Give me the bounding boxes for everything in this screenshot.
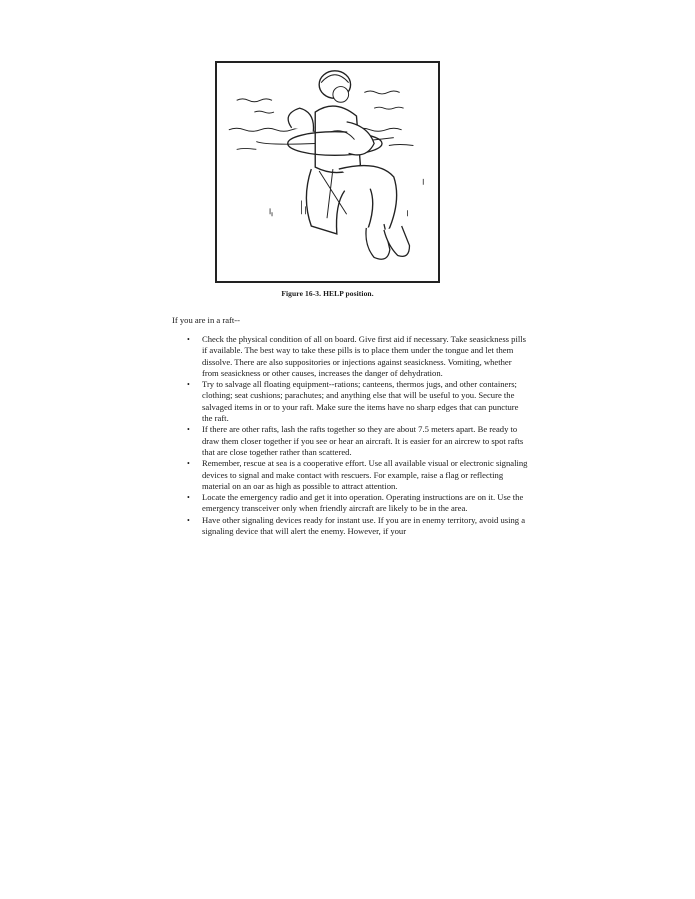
figure-illustration <box>215 61 440 283</box>
figure-caption: Figure 16-3. HELP position. <box>281 289 374 298</box>
list-item: • Have other signaling devices ready for instant use. If you are in enemy territory, avoid using a signaling device that will alert the enemy. However, if your <box>185 515 530 538</box>
list-item: • If there are other rafts, lash the rafts together so they are about 7.5 meters apart. Be ready to draw them closer together if you see or hear an aircraft. It is easier for an aircrew to spot rafts that are close together rather than scattered. <box>185 424 530 458</box>
intro-text: If you are in a raft-- <box>172 315 240 325</box>
list-item: • Locate the emergency radio and get it into operation. Operating instructions are on it. Use the emergency transceiver only when friendly aircraft are likely to be in the area. <box>185 492 530 515</box>
list-item: • Remember, rescue at sea is a cooperative effort. Use all available visual or electronic signaling devices to signal and make contact with rescuers. For example, raise a flag or reflecting material on an oar as high as possible to attract attention. <box>185 458 530 492</box>
list-item: • Try to salvage all floating equipment--rations; canteens, thermos jugs, and other containers; clothing; seat cushions; parachutes; and anything else that will be useful to you. Secure the salvaged items in or to your raft. Make sure the items have no sharp edges that can puncture the raft. <box>185 379 530 424</box>
list-item: • Check the physical condition of all on board. Give first aid if necessary. Take seasickness pills if available. The best way to take these pills is to place them under the tongue and let them dissolve. There are also suppositories or injections against seasickness. Vomiting, whether from seasickness or other causes, increases the danger of dehydration. <box>185 334 530 379</box>
help-position-illustration <box>217 63 438 281</box>
bullet-list <box>185 334 530 537</box>
